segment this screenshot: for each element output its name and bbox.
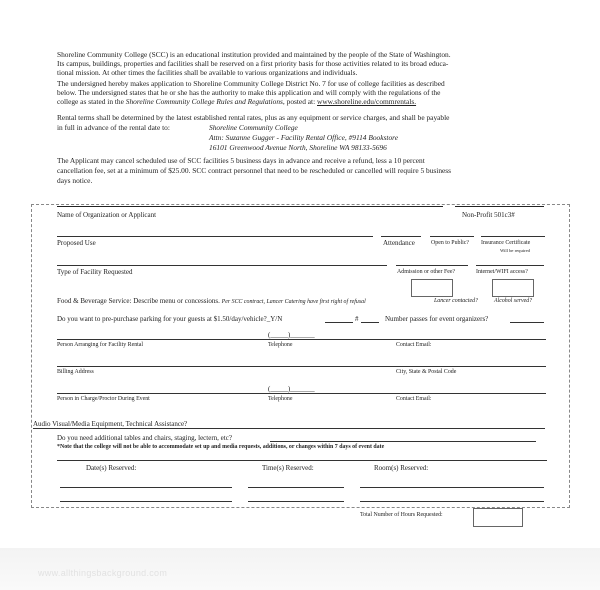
intro-text: college as stated in the — [57, 97, 126, 106]
rooms-line-1[interactable] — [360, 487, 544, 488]
internet-label: Internet/WIFI access? — [476, 269, 528, 275]
address-line-2: Attn: Suzanne Gugger - Facility Rental Office, #9114 Bookstore — [209, 133, 399, 142]
city-state-label: City, State & Postal Code — [396, 369, 457, 375]
alcohol-label: Alcohol served? — [494, 298, 533, 304]
watermark-text: www.allthingsbackground.com — [38, 568, 168, 578]
form-frame — [31, 204, 570, 508]
intro-line-3: tional mission. At other times the facilities shall be available to various organizations and individuals. — [57, 68, 358, 77]
address-line-3: 16101 Greenwood Avenue North, Shoreline WA 98133-5696 — [209, 143, 387, 152]
dates-reserved-label: Date(s) Reserved: — [86, 464, 137, 472]
facility-type-label: Type of Facility Requested — [57, 268, 133, 276]
parking-count-line[interactable] — [361, 322, 379, 323]
total-hours-box[interactable] — [473, 508, 523, 527]
rooms-line-2[interactable] — [360, 501, 544, 502]
intro-line-4: The undersigned hereby makes application to Shoreline Community College District No. 7 for use of college facilities as described — [57, 79, 445, 88]
rental-line-2: in full in advance of the rental date to: — [57, 123, 170, 132]
intro-line-2: Its campus, buildings, properties and facilities shall be reserved on a first priority basis for those activities related to its broad educa- — [57, 59, 449, 68]
food-label — [57, 297, 366, 306]
billing-line[interactable] — [57, 366, 546, 367]
intro-text: , posted at: — [282, 97, 317, 106]
cancel-line-2: cancellation fee, set at a minimum of $25.00. SCC contract personnel that need to be rescheduled or cancelled will require 5 business — [57, 166, 452, 175]
organizer-passes-line[interactable] — [510, 322, 544, 323]
parking-yn-line[interactable] — [325, 322, 353, 323]
parking-question: Do you want to pre-purchase parking for your guests at $1.50/day/vehicle?_Y/N — [57, 315, 283, 323]
rentals-link[interactable]: www.shoreline.edu/commrentals. — [317, 97, 417, 106]
in-charge-line[interactable] — [57, 393, 546, 394]
parking-count-label: # — [355, 315, 359, 323]
internet-line[interactable] — [476, 265, 544, 266]
contact-email-label-2: Contact Email: — [396, 396, 432, 402]
phone-area-code-2: (_____)_______ — [268, 385, 315, 393]
dates-line-2[interactable] — [60, 501, 232, 502]
total-hours-label: Total Number of Hours Requested: — [360, 512, 443, 518]
telephone-label-2: Telephone — [268, 396, 293, 402]
intro-line-1: Shoreline Community College (SCC) is an educational institution provided and maintained by the people of the State of Washington. — [57, 50, 451, 59]
cancel-line-1: The Applicant may cancel scheduled use of SCC facilities 5 business days in advance and receive a refund, less a 10 percent — [57, 156, 425, 165]
reservation-top-line — [57, 460, 547, 461]
intro-line-5: below. The undersigned states that he or she has the authority to make this application and will comply with the regulations of the — [57, 88, 441, 97]
internet-access-box[interactable] — [492, 279, 534, 297]
org-name-line[interactable] — [57, 206, 443, 207]
dates-line-1[interactable] — [60, 487, 232, 488]
nonprofit-label: Non-Profit 501c3# — [462, 211, 515, 219]
times-line-2[interactable] — [248, 501, 344, 502]
rental-line-1: Rental terms shall be determined by the latest established rental rates, plus as any equipment or service charges, and shall be payable — [57, 113, 450, 122]
arranging-label: Person Arranging for Facility Rental — [57, 342, 144, 348]
admission-line[interactable] — [396, 265, 468, 266]
phone-area-code-1: (_____)_______ — [268, 331, 315, 339]
contact-email-label-1: Contact Email: — [396, 342, 432, 348]
av-line[interactable] — [33, 428, 545, 429]
lancer-label: Lancer contacted? — [434, 298, 479, 304]
address-line-1: Shoreline Community College — [209, 123, 298, 132]
billing-label: Billing Address — [57, 369, 94, 375]
food-note: Per SCC contract, Lancer Catering have first right of refusal — [221, 299, 366, 305]
in-charge-label: Person in Charge/Proctor During Event — [57, 396, 150, 402]
attendance-line[interactable] — [381, 236, 421, 237]
av-label: Audio Visual/Media Equipment, Technical Assistance? — [33, 420, 188, 428]
tables-label: Do you need additional tables and chairs, staging, lectern, etc? — [57, 434, 232, 442]
open-public-line[interactable] — [430, 236, 474, 237]
facility-type-line[interactable] — [57, 265, 387, 266]
proposed-use-label: Proposed Use — [57, 239, 96, 247]
food-label-text: Food & Beverage Service: Describe menu or concessions. — [57, 297, 220, 305]
insurance-line[interactable] — [481, 236, 545, 237]
cancel-line-3: days notice. — [57, 176, 93, 185]
open-public-label: Open to Public? — [431, 240, 469, 246]
admission-fee-box[interactable] — [411, 279, 453, 297]
times-reserved-label: Time(s) Reserved: — [262, 464, 314, 472]
org-name-label: Name of Organization or Applicant — [57, 211, 157, 219]
times-line-1[interactable] — [248, 487, 344, 488]
proposed-use-line[interactable] — [57, 236, 373, 237]
organizer-passes-label: Number passes for event organizers? — [385, 315, 489, 323]
rooms-reserved-label: Room(s) Reserved: — [374, 464, 429, 472]
insurance-label: Insurance Certificate — [481, 240, 531, 246]
attendance-label: Attendance — [383, 239, 415, 247]
setup-note: *Note that the college will not be able to accommodate set up and media requests, additions, or changes within 7 days of event date — [57, 444, 385, 450]
arranging-line[interactable] — [57, 339, 546, 340]
admission-label: Admission or other Fee? — [397, 269, 456, 275]
tables-line[interactable] — [270, 441, 536, 442]
nonprofit-line[interactable] — [455, 206, 544, 207]
intro-line-6 — [57, 97, 416, 106]
rules-title: Shoreline Community College Rules and Regulations — [125, 97, 283, 106]
telephone-label-1: Telephone — [268, 342, 293, 348]
will-be-required-note: Will be required — [500, 248, 530, 253]
